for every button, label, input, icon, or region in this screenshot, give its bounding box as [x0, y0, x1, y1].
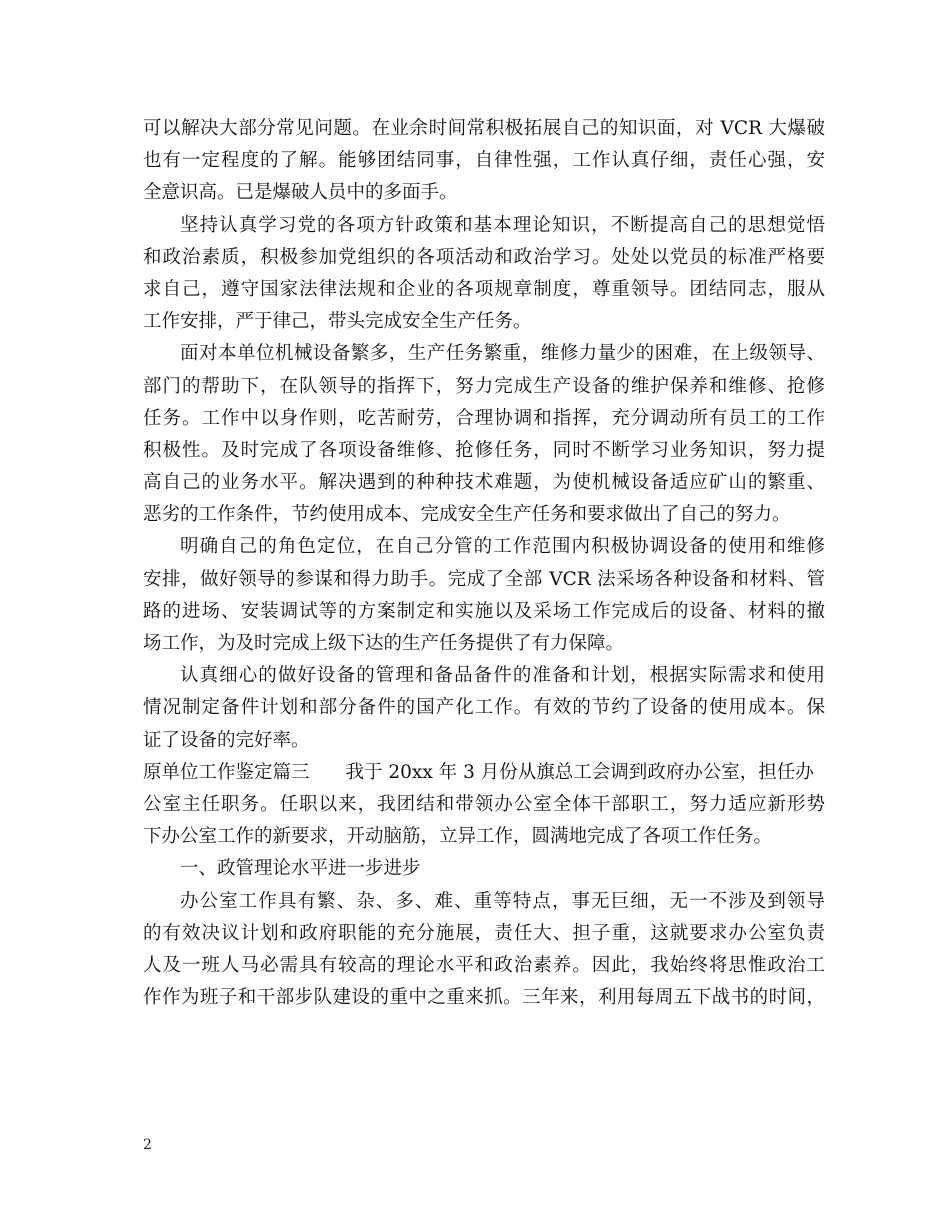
text-line: 作作为班子和干部步队建设的重中之重来抓。三年来，利用每周五下战书的时间， [143, 987, 825, 1009]
text-line: 证了设备的完好率。 [143, 729, 310, 751]
text-line: 一、政管理论水平进一步进步 [180, 858, 421, 880]
text-line: 全意识高。已是爆破人员中的多面手。 [143, 182, 458, 204]
paragraph-block-first [143, 113, 825, 757]
text-line: 任务。工作中以身作则，吃苦耐劳，合理协调和指挥，充分调动所有员工的工作 [143, 407, 825, 429]
text-line: 公室主任职务。任职以来，我团结和带领办公室全体干部职工，努力适应新形势 [143, 793, 825, 815]
text-line: 认真细心的做好设备的管理和备品备件的准备和计划，根据实际需求和使用 [180, 665, 825, 687]
page-number: 2 [143, 1137, 152, 1153]
text-line: 恶劣的工作条件，节约使用成本、完成安全生产任务和要求做出了自己的努力。 [143, 504, 791, 526]
text-line: 和政治素质，积极参加党组织的各项活动和政治学习。处处以党员的标准严格要 [143, 246, 825, 268]
paragraph-block-second [143, 789, 825, 1014]
text-line: 部门的帮助下，在队领导的指挥下，努力完成生产设备的维护保养和维修、抢修 [143, 375, 825, 397]
text-line: 情况制定备件计划和部分备件的国产化工作。有效的节约了设备的使用成本。保 [143, 697, 825, 719]
section-first-line: 我于 20xx 年 3 月份从旗总工会调到政府办公室，担任办 [345, 761, 814, 783]
text-line: 可以解决大部分常见问题。在业余时间常积极拓展自己的知识面，对 VCR 大爆破 [143, 118, 825, 139]
document-body [143, 113, 825, 1014]
text-line: 也有一定程度的了解。能够团结同事，自律性强，工作认真仔细，责任心强，安 [143, 150, 825, 172]
text-line: 积极性。及时完成了各项设备维修、抢修任务，同时不断学习业务知识，努力提 [143, 439, 825, 461]
text-line: 安排，做好领导的参谋和得力助手。完成了全部 VCR 法采场各种设备和材料、管 [143, 568, 825, 590]
text-line: 路的进场、安装调试等的方案制定和实施以及采场工作完成后的设备、材料的撤 [143, 600, 825, 622]
text-line: 高自己的业务水平。解决遇到的种种技术难题，为使机械设备适应矿山的繁重、 [143, 472, 825, 494]
text-line: 下办公室工作的新要求，开动脑筋，立异工作，圆满地完成了各项工作任务。 [143, 826, 773, 848]
text-line: 的有效决议计划和政府职能的充分施展，责任大、担子重，这就要求办公室负责 [143, 922, 825, 944]
text-line: 求自己，遵守国家法律法规和企业的各项规章制度，尊重领导。团结同志，服从 [143, 278, 825, 300]
text-line: 工作安排，严于律己，带头完成安全生产任务。 [143, 311, 532, 333]
text-line: 人及一班人马必需具有较高的理论水平和政治素养。因此，我始终将思惟政治工 [143, 954, 825, 976]
text-line: 面对本单位机械设备繁多，生产任务繁重，维修力量少的困难，在上级领导、 [180, 343, 825, 365]
section-heading: 原单位工作鉴定篇三 [143, 761, 310, 783]
text-line: 场工作，为及时完成上级下达的生产任务提供了有力保障。 [143, 633, 625, 654]
section-heading-line [143, 757, 825, 789]
text-line: 坚持认真学习党的各项方针政策和基本理论知识，不断提高自己的思想觉悟 [180, 214, 825, 236]
text-line: 明确自己的角色定位，在自己分管的工作范围内积极协调设备的使用和维修 [180, 536, 825, 558]
text-line: 办公室工作具有繁、杂、多、难、重等特点，事无巨细，无一不涉及到领导 [180, 890, 825, 912]
